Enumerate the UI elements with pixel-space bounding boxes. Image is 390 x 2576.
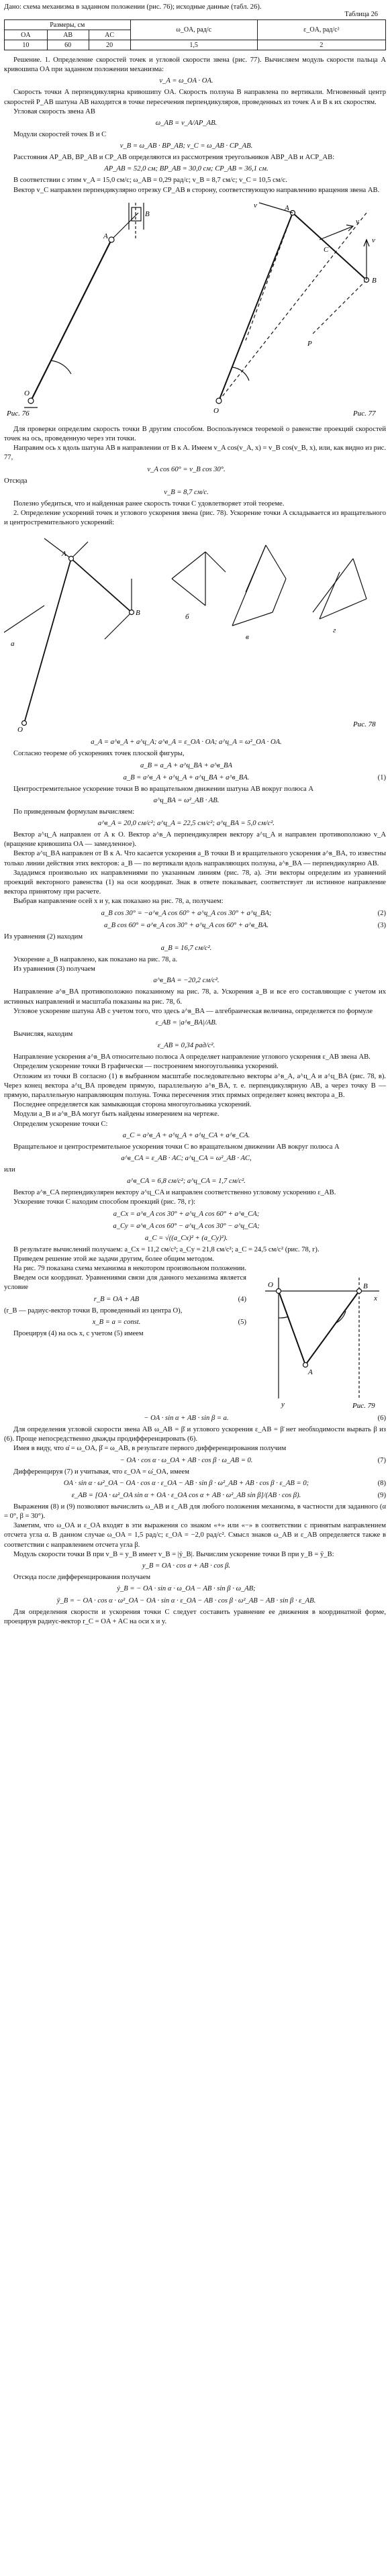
paragraph: Для определения скорости и ускорения точки C следует составить уравнение ее движения в координатной форме, проецируя радиус-вектор r_C = OA + AC на оси x и y. xyxy=(4,1609,386,1626)
paragraph: Последнее определяется как замыкающая сторона многоугольника ускорений. xyxy=(13,1101,252,1109)
label-o: O xyxy=(268,1280,273,1289)
paragraph: Для определения угловой скорости звена AB ω_AB = β̇ и углового ускорения ε_AB = β̈ нет необходимости вырвать β из (6). Проще непосредственно дважды продифференцировать (6). xyxy=(4,1425,386,1443)
label-b: B xyxy=(363,1282,368,1290)
equation xyxy=(4,1490,386,1501)
figure-78-caption: Рис. 78 xyxy=(353,720,376,729)
paragraph: Вращательное и центростремительное ускорения точки C во вращательном движении AB вокруг полюса A xyxy=(13,1143,340,1151)
label-c: C xyxy=(324,245,329,254)
equation-text: a_B cos 30° = −a^в_A cos 60° + a^ц_A cos 30° + a^ц_BA; xyxy=(101,909,272,917)
paragraph: Полезно убедиться, что и найденная ранее скорость точки C удовлетворяет этой теореме. xyxy=(13,499,285,508)
figure-76-77 xyxy=(4,199,386,421)
paragraph: В соответствии с этим v_A = 15,0 см/с; ω_AB = 0,29 рад/с; v_B = 8,7 см/с; v_C = 10,5 см/с. xyxy=(13,177,287,185)
equation-text: ω_AB = v_A/AP_AB. xyxy=(155,120,217,128)
table-header-omega: ω_OA, рад/с xyxy=(130,20,257,40)
paragraph: Ускорение точки C находим способом проекций (рис. 78, г): xyxy=(13,1198,196,1206)
equation-number: (7) xyxy=(377,1456,386,1464)
paragraph: Выбрав направление осей x и y, как показано на рис. 78, а, получаем: xyxy=(13,898,224,906)
paragraph: (r_B — радиус-вектор точки B, проведенный из центра O), xyxy=(4,1306,183,1315)
equation-text: a^в_CA = 6,8 см/с²; a^ц_CA = 1,7 см/с². xyxy=(127,1178,246,1186)
table-header-epsilon: ε_OA, рад/с² xyxy=(257,20,385,40)
paragraph: Модули a_B и a^в_BA могут быть найдены измерением на чертеже. xyxy=(13,1110,220,1118)
paragraph: Заметим, что ω_OA и ε_OA входят в эти выражения со знаком «+» или «−» в соответствии с принятым направлением отсчета угла α. В данном случае ω_OA = 1,5 рад/с; ε_OA = −2,0 рад/с². Смысл знаков ω_AB и ε_AB определяется также в соответствии с направлением отсчета угла β. xyxy=(4,1522,386,1549)
equation xyxy=(4,1233,386,1244)
equation xyxy=(4,737,386,748)
equation-text: − OA · sin α + AB · sin β = a. xyxy=(144,1414,229,1422)
equation-number: (4) xyxy=(238,1295,246,1303)
equation-text: a^в_BA = −20,2 см/с². xyxy=(153,977,220,985)
paragraph: Отсюда после дифференцирования получаем xyxy=(13,1573,151,1581)
acceleration-diagrams xyxy=(4,532,386,733)
equation-number: (1) xyxy=(377,773,386,781)
paragraph: По приведенным формулам вычисляем: xyxy=(13,808,135,816)
equation xyxy=(4,76,386,87)
equation xyxy=(4,1041,386,1051)
equation xyxy=(4,1456,386,1466)
equation-number: (8) xyxy=(377,1479,386,1487)
equation-text: a_B = 16,7 см/с². xyxy=(160,944,212,952)
table-group-header: Размеры, см xyxy=(5,20,131,30)
equation xyxy=(4,1176,386,1187)
paragraph: Дифференцируя (7) и учитывая, что ε_OA = ω̇_OA, имеем xyxy=(13,1468,189,1476)
equation-text: ε_AB = |a^в_BA|/AB. xyxy=(155,1018,217,1027)
paragraph: Вектор a^в_CA перпендикулярен вектору a^ц_CA и направлен соответственно угловому ускорению ε_AB. xyxy=(13,1189,336,1197)
equation-text: a_B = a^в_A + a^ц_A + a^ц_BA + a^в_BA. xyxy=(123,773,250,781)
label-vb: v xyxy=(372,236,375,244)
equation xyxy=(4,975,386,986)
paragraph: Имея в виду, что α̇ = ω_OA, β̇ = ω_AB, в результате первого дифференцирования получим xyxy=(13,1445,287,1453)
figure-76-caption: Рис. 76 xyxy=(7,409,30,418)
equation-text: ε_AB = 0,34 рад/с². xyxy=(157,1042,215,1050)
equation-text: a^в_CA = ε_AB · AC; a^ц_CA = ω²_AB · AC, xyxy=(121,1154,252,1162)
paragraph: или xyxy=(4,1165,15,1174)
equation xyxy=(4,1478,386,1489)
equation-text: a_C = √((a_Cx)² + (a_Cy)²). xyxy=(144,1234,228,1242)
textbook-page xyxy=(4,3,386,1627)
equation xyxy=(4,761,386,771)
table-cell: 2 xyxy=(257,40,385,50)
equation-text: a_Cx = a^в_A cos 30° + a^ц_A cos 60° + a^в_CA; xyxy=(113,1210,260,1218)
paragraph: Согласно теореме об ускорениях точек плоской фигуры, xyxy=(13,750,185,758)
equation xyxy=(4,1413,386,1424)
paragraph: Скорость точки A перпендикулярна кривошипу OA. Скорость ползуна B направлена по вертикали. Мгновенный центр скоростей P_AB шатуна AB находится в точке пересечения перпендикуляров, проведенных из точек A и B к их скоростям. xyxy=(4,89,386,106)
paragraph: Вектор a^ц_BA направлен от B к A. Что касается ускорения a_B точки B и вращательного ускорения a^в_BA, то известны только линии действия этих векторов: a_B — по вертикали вдоль направляющих ползуна, a^в_BA — перпендикулярно AB. xyxy=(4,850,386,867)
equation-text: v_A = ω_OA · OA. xyxy=(159,77,213,85)
label-a-panel: а xyxy=(11,640,15,649)
equation-text: a_B = a_A + a^ц_BA + a^в_BA xyxy=(140,761,232,769)
table-cell: 1,5 xyxy=(130,40,257,50)
equation xyxy=(4,1018,386,1029)
paragraph: Вычисляя, находим xyxy=(13,1030,73,1038)
label-o: O xyxy=(17,726,23,734)
equation-text: − OA · cos α · ω_OA + AB · cos β · ω_AB = 0. xyxy=(119,1456,253,1464)
paragraph: На рис. 79 показана схема механизма в некотором произвольном положении. xyxy=(13,1264,246,1272)
equation xyxy=(4,796,386,806)
label-o2: O xyxy=(213,406,219,415)
paragraph: Направление a^в_BA противоположно показанному на рис. 78, а. Ускорения a_B и все его составляющие с учетом их истинных направлений и масштаба показаны на рис. 78, б. xyxy=(4,988,386,1006)
equation xyxy=(4,118,386,129)
equation-text: a_A = a^в_A + a^ц_A; a^в_A = ε_OA · OA; a^ц_A = ω²_OA · OA. xyxy=(91,738,282,747)
equation-text: r_B = OA + AB xyxy=(93,1295,140,1303)
paragraph: Модуль скорости точки B при v_B = y_B имеет v_B = |ẏ_B|. Вычислим ускорение точки B при y_B = ÿ_B: xyxy=(13,1550,334,1558)
equation xyxy=(4,1221,386,1232)
equation xyxy=(4,818,386,829)
paragraph: Приведем решение этой же задачи другим, более общим методом. xyxy=(13,1255,214,1263)
label-b: B xyxy=(145,209,150,218)
paragraph: Решение. 1. Определение скоростей точек и угловой скорости звена (рис. 77). Вычисляем модуль скорости пальца A кривошипа OA при заданном положении механизма: xyxy=(4,56,386,74)
table-header-ab: AB xyxy=(47,30,89,40)
equation-text: ε_AB = [OA · ω²_OA sin α + OA · ε_OA cos α + AB · ω²_AB sin β]/(AB · cos β). xyxy=(71,1491,301,1499)
given-text: Дано: схема механизма в заданном положении (рис. 76); исходные данные (табл. 26). xyxy=(4,3,262,11)
equation-text: a_C = a^в_A + a^ц_A + a^ц_CA + a^в_CA. xyxy=(122,1131,250,1139)
paragraph: Из уравнения (2) находим xyxy=(4,933,83,941)
label-a: A xyxy=(308,1368,313,1376)
paragraph: Угловая скорость звена AB xyxy=(13,107,95,115)
data-table xyxy=(4,19,386,50)
equation-text: v_A cos 60° = v_B cos 30°. xyxy=(147,465,226,473)
paragraph: Модули скоростей точек B и C xyxy=(13,131,107,139)
equation xyxy=(4,1131,386,1141)
equation-text: v_B = ω_AB · BP_AB; v_C = ω_AB · CP_AB. xyxy=(119,142,253,150)
table-title: Таблица 26 xyxy=(344,11,378,18)
label-b: B xyxy=(136,609,140,618)
equation xyxy=(4,908,386,919)
equation-number: (2) xyxy=(377,909,386,917)
label-pab: P xyxy=(307,339,312,348)
label-va: v xyxy=(254,201,257,209)
equation-text: v_B = 8,7 см/с. xyxy=(164,488,209,496)
paragraph: Из уравнения (3) получаем xyxy=(13,965,95,973)
paragraph: Расстояния AP_AB, BP_AB и CP_AB определяются из рассмотрения треугольников ABP_AB и ACP_AB: xyxy=(13,154,335,162)
paragraph: Проецируя (4) на ось x, с учетом (5) имеем xyxy=(13,1329,144,1337)
equation xyxy=(4,1317,246,1328)
equation-text: ẏ_B = − OA · sin α · ω_OA − AB · sin β · ω_AB; xyxy=(117,1585,256,1593)
paragraph: Выражения (8) и (9) позволяют вычислить ω_AB и ε_AB для любого положения механизма, в частности для заданного (α = 0°, β = 30°). xyxy=(4,1502,386,1520)
label-b2: B xyxy=(372,276,377,285)
equation-text: OA · sin α · ω²_OA − OA · cos α · ε_OA − AB · sin β · ω²_AB + AB · cos β · ε_AB = 0; xyxy=(63,1479,309,1487)
equation-text: x_B = a = const. xyxy=(92,1318,141,1326)
label-o: O xyxy=(24,389,30,397)
label-g-panel: г xyxy=(333,626,336,635)
table-cell: 20 xyxy=(89,40,130,50)
paragraph: Направление ускорения a^в_BA относительно полюса A определяет направление углового ускорения ε_AB звена AB. xyxy=(13,1053,371,1061)
label-x: x xyxy=(374,1294,377,1302)
label-b-panel: б xyxy=(185,613,189,622)
equation-text: ÿ_B = − OA · cos α · ω²_OA − OA · sin α · ε_OA − AB · cos β · ω²_AB − AB · sin β · ε_AB. xyxy=(56,1597,316,1605)
paragraph: Направим ось x вдоль шатуна AB в направлении от B к A. Имеем v_A cos(v_A, x) = v_B cos(v_B, x), или, как видно из рис. 77, xyxy=(4,444,386,462)
figure-78 xyxy=(4,532,386,733)
label-v-panel: в xyxy=(246,633,249,642)
equation xyxy=(4,1561,386,1572)
paragraph: Для проверки определим скорость точки B другим способом. Воспользуемся теоремой о равенстве проекций скоростей точек на ось, проведенную через эти точки. xyxy=(4,425,386,443)
paragraph: Центростремительное ускорение точки B во вращательном движении шатуна AB вокруг полюса A xyxy=(13,785,314,793)
equation-text: y_B = OA · cos α + AB · cos β. xyxy=(142,1562,231,1570)
paragraph: Отсюда xyxy=(4,477,28,485)
paragraph: В результате вычислений получаем: a_Cx = 11,2 см/с²; a_Cy = 21,8 см/с²; a_C = 24,5 см/с² (рис. 78, г). xyxy=(13,1245,320,1253)
label-a2: A xyxy=(285,203,289,212)
equation-text: a^в_A = 20,0 см/с²; a^ц_A = 22,5 см/с²; a^ц_BA = 5,0 см/с². xyxy=(97,820,275,828)
equation xyxy=(4,487,386,498)
paragraph: Определим ускорение точки C: xyxy=(13,1120,108,1128)
equation-text: a^ц_BA = ω²_AB · AB. xyxy=(153,796,220,804)
equation-number: (6) xyxy=(377,1414,386,1422)
paragraph: Зададимся произвольно их направлениями по указанным линиям (рис. 78, а). Эти векторы определим из уравнений проекций векторного равенства (1) на оси координат. Знак в ответе показывает, соответствует ли истинное направление вектора принятому при расчете. xyxy=(4,869,386,896)
equation xyxy=(4,920,386,931)
paragraph: Угловое ускорение шатуна AB с учетом того, что здесь a^в_BA — алгебраическая величина, определяется по формуле xyxy=(13,1007,373,1015)
mechanism-diagram xyxy=(4,199,386,421)
table-header-ac: AC xyxy=(89,30,130,40)
equation xyxy=(4,141,386,152)
equation xyxy=(4,943,386,954)
equation-text: a_Cy = a^в_A cos 60° − a^ц_A cos 30° − a^ц_CA; xyxy=(113,1222,260,1230)
paragraph: Введем оси координат. Уравнениями связи для данного механизма является условие xyxy=(4,1274,246,1292)
equation xyxy=(4,465,386,475)
table-cell: 60 xyxy=(47,40,89,50)
equation-number: (3) xyxy=(377,921,386,929)
label-a: A xyxy=(62,550,66,559)
paragraph: Вектор a^ц_A направлен от A к O. Вектор a^в_A перпендикулярен вектору a^ц_A и направлен противоположно v_A (вращение кривошипа OA — замедленное). xyxy=(4,831,386,849)
figure-79-text xyxy=(4,1264,246,1412)
equation xyxy=(4,1153,386,1164)
table-header-oa: OA xyxy=(5,30,48,40)
equation xyxy=(4,164,386,175)
equation-text: a_B cos 60° = a^в_A cos 30° + a^ц_A cos 60° + a^в_BA. xyxy=(104,921,269,929)
equation xyxy=(4,1596,386,1607)
label-y: y xyxy=(281,1400,285,1409)
label-a: A xyxy=(103,232,108,240)
paragraph: Вектор v_C направлен перпендикулярно отрезку CP_AB в сторону, соответствующую направлению вращения звена AB. xyxy=(13,186,380,194)
table-cell: 10 xyxy=(5,40,48,50)
label-vc: v xyxy=(356,217,359,226)
figure-79-diagram xyxy=(252,1264,386,1412)
equation-number: (9) xyxy=(377,1491,386,1499)
equation xyxy=(4,1209,386,1220)
equation-text: AP_AB = 52,0 см; BP_AB = 30,0 см; CP_AB = 36,1 см. xyxy=(104,165,269,173)
figure-79-block xyxy=(4,1264,386,1412)
equation-number: (5) xyxy=(238,1318,246,1326)
equation xyxy=(4,1584,386,1594)
figure-77-caption: Рис. 77 xyxy=(353,409,376,418)
equation xyxy=(4,773,386,783)
paragraph: Определим ускорение точки B графически — построением многоугольника ускорений. xyxy=(13,1063,279,1071)
paragraph: Отложим из точки B согласно (1) в выбранном масштабе последовательно векторы a^в_A, a^ц_A и a^ц_BA (рис. 78, в). Через конец вектора a^ц_BA проведем прямую, параллельную a^в_BA, т. е. перпендикулярную AB, а через точку B — прямую, параллельную направляющим ползуна. Точка пересечения этих прямых определяет конец вектора a_B. xyxy=(4,1072,386,1099)
given-header xyxy=(4,3,386,18)
figure-79-caption: Рис. 79 xyxy=(352,1401,375,1410)
paragraph: 2. Определение ускорений точек и углового ускорения звена (рис. 78). Ускорение точки A складывается из вращательного и центростремительного ускорений: xyxy=(4,510,386,527)
equation xyxy=(4,1294,246,1305)
paragraph: Ускорение a_B направлено, как показано на рис. 78, а. xyxy=(13,955,178,963)
